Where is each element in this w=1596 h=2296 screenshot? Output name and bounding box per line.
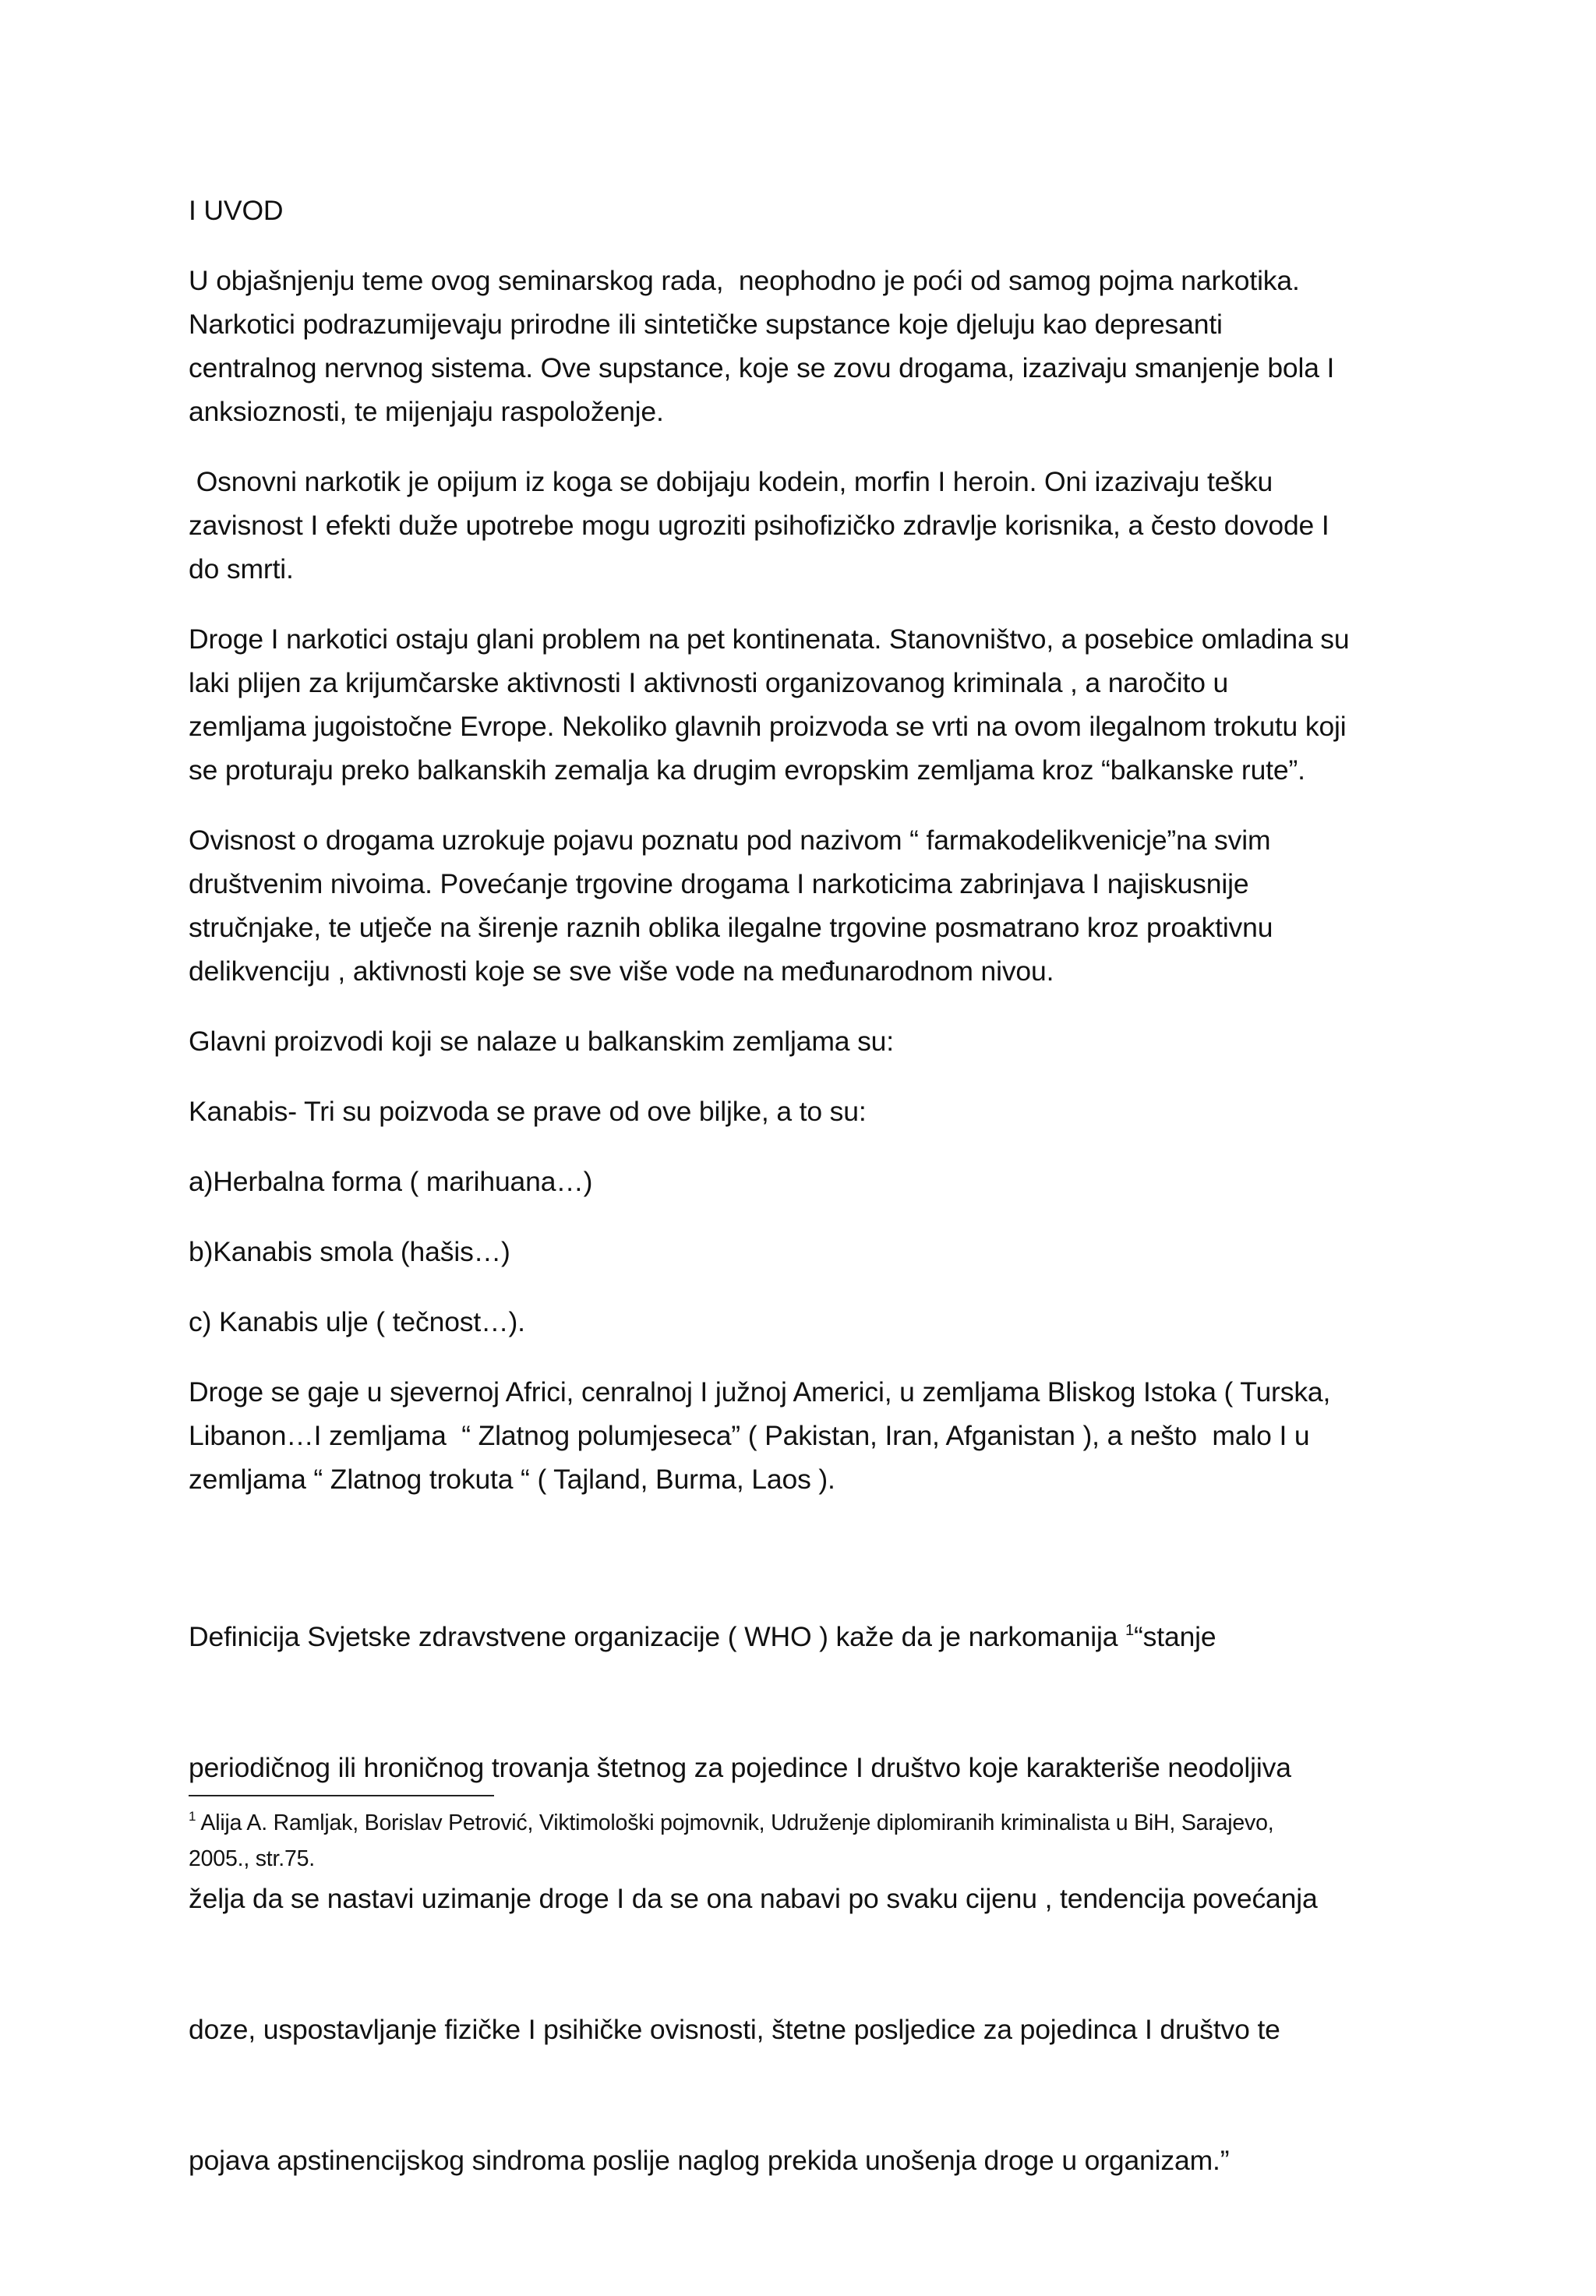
paragraph-line: b)Kanabis smola (hašis…) (189, 1236, 510, 1267)
paragraph-line: Glavni proizvodi koji se nalaze u balkanskim zemljama su: (189, 1026, 894, 1057)
paragraph-line: laki plijen za krijumčarske aktivnosti I aktivnosti organizovanog kriminala , a naročito u (189, 667, 1229, 698)
paragraph (189, 460, 1420, 591)
paragraph-list (189, 259, 1420, 1501)
footnote (189, 1805, 1435, 1877)
paragraph-line: Ovisnost o drogama uzrokuje pojavu poznatu pod nazivom “ farmakodelikvenicje”na svim (189, 825, 1271, 856)
paragraph-line: do smrti. (189, 553, 294, 585)
paragraph (189, 259, 1420, 433)
paragraph-line: želja da se nastavi uzimanje droge I da se ona nabavi po svaku cijenu , tendencija povećanja (189, 1883, 1318, 1914)
paragraph-line: zemljama “ Zlatnog trokuta “ ( Tajland, Burma, Laos ). (189, 1464, 835, 1495)
paragraph (189, 1300, 1420, 1344)
paragraph (189, 1370, 1420, 1501)
paragraph-line: delikvenciju , aktivnosti koje se sve više vode na međunarodnom nivou. (189, 955, 1054, 987)
paragraph-line: Osnovni narkotik je opijum iz koga se dobijaju kodein, morfin I heroin. Oni izazivaju tešku (189, 466, 1273, 497)
definition-text-quote-open: “stanje (1134, 1621, 1216, 1652)
paragraph-line: Droge I narkotici ostaju glani problem na pet kontinenata. Stanovništvo, a posebice omladina su (189, 623, 1350, 655)
footnote-number: 1 (189, 1809, 196, 1824)
definition-paragraph (189, 1528, 1420, 2270)
paragraph-line: c) Kanabis ulje ( tečnost…). (189, 1306, 525, 1337)
definition-text-start: Definicija Svjetske zdravstvene organizacije ( WHO ) kaže da je narkomanija (189, 1621, 1126, 1652)
footnote-line (189, 1805, 1435, 1841)
paragraph-line: pojava apstinencijskog sindroma poslije naglog prekida unošenja droge u organizam.” (189, 2145, 1230, 2176)
paragraph-line: anksioznosti, te mijenjaju raspoloženje. (189, 396, 664, 427)
paragraph (189, 1090, 1420, 1133)
paragraph-line: Narkotici podrazumijevaju prirodne ili sintetičke supstance koje djeluju kao depresanti (189, 309, 1223, 340)
paragraph-line: periodičnog ili hroničnog trovanja štetnog za pojedince I društvo koje karakteriše neodoljiva (189, 1752, 1291, 1783)
definition-first-line (189, 1615, 1420, 1658)
paragraph (189, 818, 1420, 993)
paragraph-line: se proturaju preko balkanskih zemalja ka drugim evropskim zemljama kroz “balkanske rute”. (189, 754, 1305, 786)
paragraph-line: doze, uspostavljanje fizičke I psihičke ovisnosti, štetne posljedice za pojedinca I društvo te (189, 2014, 1280, 2045)
paragraph-line: centralnog nervnog sistema. Ove supstance, koje se zovu drogama, izazivaju smanjenje bola I (189, 352, 1335, 383)
paragraph-line: Kanabis- Tri su poizvoda se prave od ove biljke, a to su: (189, 1096, 867, 1127)
footnote-line: 2005., str.75. (189, 1846, 315, 1871)
paragraph (189, 1019, 1420, 1063)
paragraph (189, 617, 1420, 792)
document-body (189, 189, 1420, 2296)
paragraph-line: zemljama jugoistočne Evrope. Nekoliko glavnih proizvoda se vrti na ovom ilegalnom trokutu koji (189, 711, 1347, 742)
paragraph-line: a)Herbalna forma ( marihuana…) (189, 1166, 593, 1197)
paragraph-line: Libanon…I zemljama “ Zlatnog polumjeseca” ( Pakistan, Iran, Afganistan ), a nešto malo I u (189, 1420, 1310, 1451)
section-heading: I UVOD (189, 195, 284, 226)
paragraph (189, 1230, 1420, 1273)
footnote-text: Alija A. Ramljak, Borislav Petrović, Viktimološki pojmovnik, Udruženje diplomiranih kriminalista u BiH, Sarajevo, (196, 1810, 1274, 1835)
paragraph-line: društvenim nivoima. Povećanje trgovine drogama I narkoticima zabrinjava I najiskusnije (189, 868, 1249, 899)
footnote-reference[interactable]: 1 (1125, 1622, 1134, 1639)
paragraph (189, 1160, 1420, 1203)
paragraph-line: zavisnost I efekti duže upotrebe mogu ugroziti psihofizičko zdravlje korisnika, a često dovode I (189, 510, 1329, 541)
paragraph-line: stručnjake, te utječe na širenje raznih oblika ilegalne trgovine posmatrano kroz proaktivnu (189, 912, 1273, 943)
paragraph-line: Droge se gaje u sjevernoj Africi, cenralnoj I južnoj Americi, u zemljama Bliskog Istoka ( Turska, (189, 1376, 1331, 1408)
footnote-separator (189, 1795, 494, 1796)
paragraph-line: U objašnjenju teme ovog seminarskog rada, neophodno je poći od samog pojma narkotika. (189, 265, 1300, 296)
